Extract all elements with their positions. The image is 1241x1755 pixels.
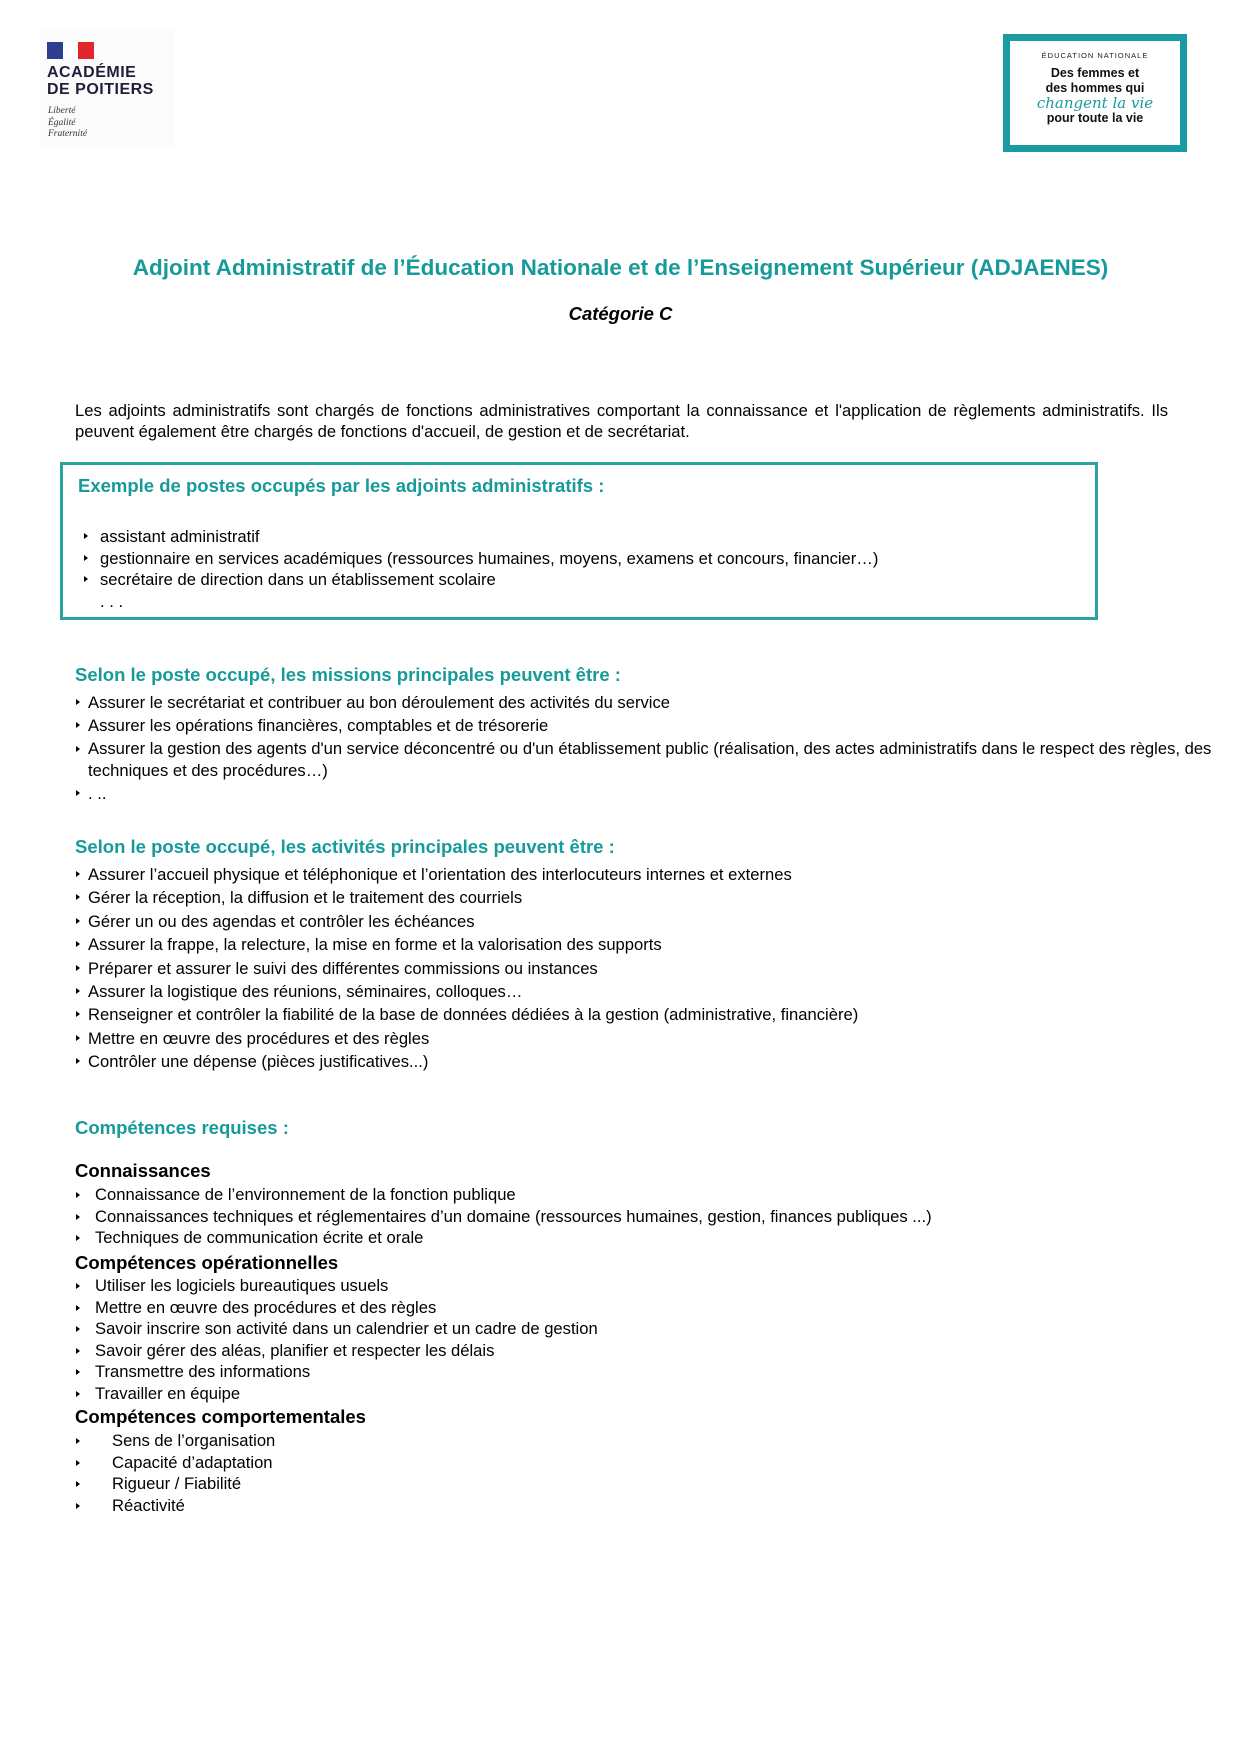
behavioral-heading: Compétences comportementales [75, 1406, 366, 1427]
badge-top: ÉDUCATION NATIONALE [1041, 51, 1149, 60]
missions-list [75, 691, 1235, 805]
list-item: . .. [75, 782, 1235, 805]
triangle-bullet-icon [76, 1058, 80, 1064]
competences-heading: Compétences requises : [75, 1117, 289, 1138]
list-item: Connaissance de l’environnement de la fonction publique [75, 1184, 932, 1206]
marianne-flag-icon [47, 42, 94, 59]
triangle-bullet-icon [84, 555, 88, 561]
triangle-bullet-icon [76, 894, 80, 900]
badge-line2: des hommes qui [1045, 81, 1145, 95]
triangle-bullet-icon [76, 1214, 80, 1220]
triangle-bullet-icon [76, 1011, 80, 1017]
list-ellipsis: . . . [100, 592, 124, 612]
triangle-bullet-icon [84, 576, 88, 582]
republic-motto: Liberté Égalité Fraternité [48, 106, 88, 139]
list-item: Réactivité [75, 1495, 275, 1517]
triangle-bullet-icon [76, 1503, 80, 1509]
list-item: Assurer la logistique des réunions, séminaires, colloques… [75, 980, 1235, 1003]
list-item: Sens de l’organisation [75, 1430, 275, 1452]
triangle-bullet-icon [76, 790, 80, 796]
triangle-bullet-icon [76, 746, 80, 752]
triangle-bullet-icon [76, 1348, 80, 1354]
list-item: gestionnaire en services académiques (ressources humaines, moyens, examens et concours, financier…) [83, 548, 878, 570]
triangle-bullet-icon [76, 1391, 80, 1397]
badge-script: changent la vie [1036, 94, 1154, 112]
triangle-bullet-icon [76, 1438, 80, 1444]
example-list [83, 526, 878, 613]
triangle-bullet-icon [76, 1305, 80, 1311]
list-item: Assurer l’accueil physique et téléphonique et l’orientation des interlocuteurs internes et externes [75, 863, 1235, 886]
triangle-bullet-icon [84, 533, 88, 539]
list-item: Capacité d’adaptation [75, 1452, 275, 1474]
behavioral-list [75, 1430, 275, 1516]
triangle-bullet-icon [76, 1035, 80, 1041]
triangle-bullet-icon [76, 722, 80, 728]
missions-heading: Selon le poste occupé, les missions principales peuvent être : [75, 664, 621, 685]
list-item: Connaissances techniques et réglementaires d’un domaine (ressources humaines, gestion, finances publiques ...) [75, 1206, 932, 1228]
operational-heading: Compétences opérationnelles [75, 1252, 339, 1273]
triangle-bullet-icon [76, 988, 80, 994]
activities-list [75, 863, 1235, 1074]
triangle-bullet-icon [76, 1481, 80, 1487]
list-item: Mettre en œuvre des procédures et des règles [75, 1027, 1235, 1050]
triangle-bullet-icon [76, 699, 80, 705]
list-item: Assurer les opérations financières, comptables et de trésorerie [75, 714, 1235, 737]
list-item: Préparer et assurer le suivi des différentes commissions ou instances [75, 957, 1235, 980]
list-item: Assurer le secrétariat et contribuer au bon déroulement des activités du service [75, 691, 1235, 714]
triangle-bullet-icon [76, 1369, 80, 1375]
list-item: Savoir gérer des aléas, planifier et respecter les délais [75, 1340, 598, 1362]
list-item: Rigueur / Fiabilité [75, 1473, 275, 1495]
list-item: Gérer un ou des agendas et contrôler les échéances [75, 910, 1235, 933]
knowledge-heading: Connaissances [75, 1160, 211, 1181]
academie-logo [40, 28, 175, 148]
example-heading: Exemple de postes occupés par les adjoints administratifs : [78, 475, 605, 496]
example-box [60, 462, 1098, 620]
badge-line3: pour toute la vie [1046, 111, 1144, 125]
triangle-bullet-icon [76, 1283, 80, 1289]
triangle-bullet-icon [76, 1235, 80, 1241]
triangle-bullet-icon [76, 918, 80, 924]
knowledge-list [75, 1184, 932, 1249]
list-item: Assurer la frappe, la relecture, la mise en forme et la valorisation des supports [75, 933, 1235, 956]
triangle-bullet-icon [76, 965, 80, 971]
triangle-bullet-icon [76, 1460, 80, 1466]
academy-name: ACADÉMIE DE POITIERS [47, 64, 154, 98]
triangle-bullet-icon [76, 1326, 80, 1332]
operational-list [75, 1275, 598, 1404]
list-item: Savoir inscrire son activité dans un calendrier et un cadre de gestion [75, 1318, 598, 1340]
list-item: Contrôler une dépense (pièces justificatives...) [75, 1050, 1235, 1073]
list-item: Gérer la réception, la diffusion et le traitement des courriels [75, 886, 1235, 909]
triangle-bullet-icon [76, 1192, 80, 1198]
list-item: Utiliser les logiciels bureautiques usuels [75, 1275, 598, 1297]
triangle-bullet-icon [76, 941, 80, 947]
triangle-bullet-icon [76, 871, 80, 877]
list-item: Travailler en équipe [75, 1383, 598, 1405]
activities-heading: Selon le poste occupé, les activités principales peuvent être : [75, 836, 615, 857]
list-item: Assurer la gestion des agents d'un service déconcentré ou d'un établissement public (réalisation, des actes administratifs dans le respect des règles, des techniques et des procédures…) [75, 738, 1238, 782]
list-item: secrétaire de direction dans un établissement scolaire [83, 569, 878, 591]
list-item: Mettre en œuvre des procédures et des règles [75, 1297, 598, 1319]
badge-line1: Des femmes et [1050, 66, 1140, 80]
page-title: Adjoint Administratif de l’Éducation Nationale et de l’Enseignement Supérieur (ADJAENES) [132, 255, 1109, 280]
education-nationale-badge [1003, 34, 1187, 152]
list-item: Transmettre des informations [75, 1361, 598, 1383]
list-item: Techniques de communication écrite et orale [75, 1227, 932, 1249]
intro-paragraph: Les adjoints administratifs sont chargés de fonctions administratives comportant la connaissance et l'application de règlements administratifs. Ils peuvent également être chargés de fonctions d'accueil, de gestion et de secrétariat. [75, 401, 1168, 441]
list-item: assistant administratif [83, 526, 878, 548]
page-subtitle: Catégorie C [568, 303, 673, 324]
list-item: Renseigner et contrôler la fiabilité de la base de données dédiées à la gestion (administrative, financière) [75, 1003, 1235, 1026]
